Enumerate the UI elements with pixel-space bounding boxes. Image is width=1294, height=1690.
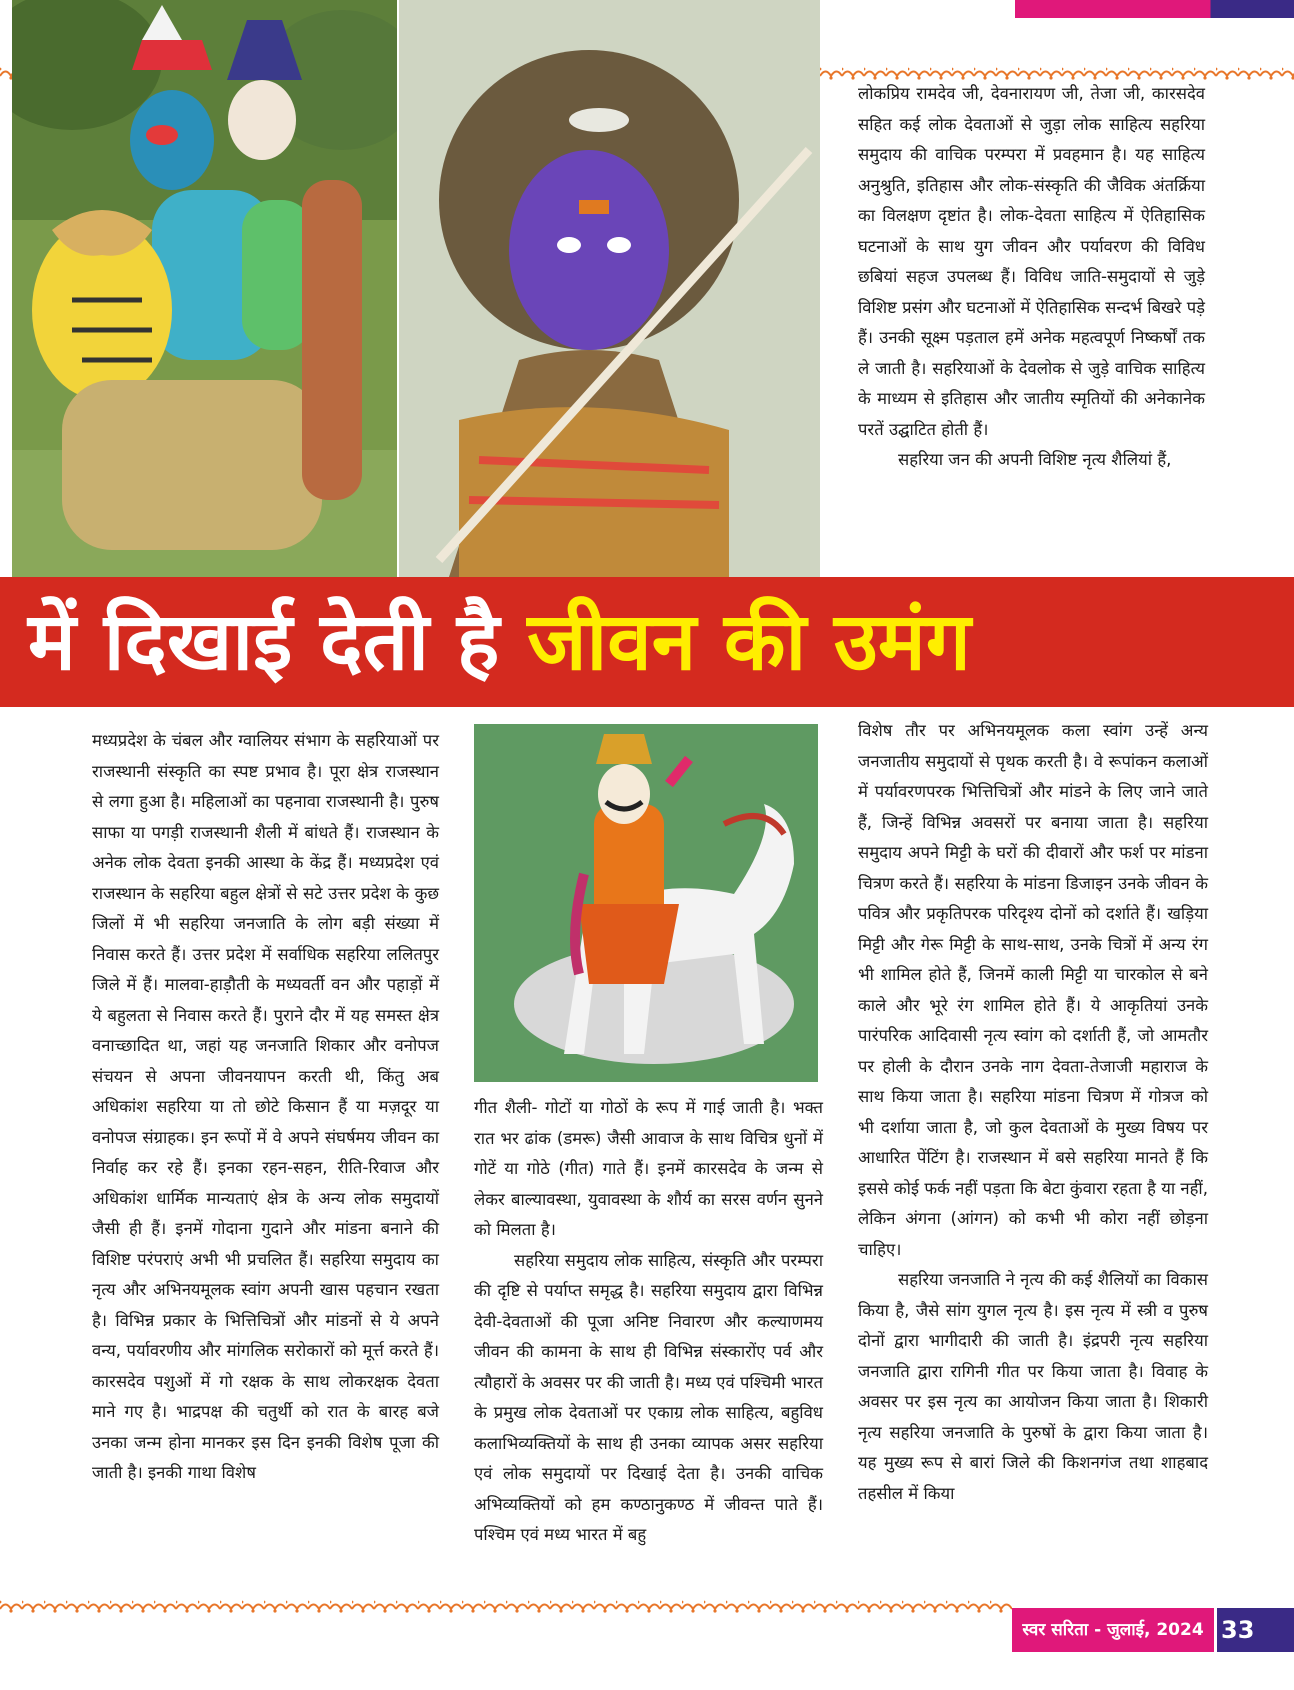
text-column-top-right xyxy=(858,79,1205,476)
text-column-right xyxy=(858,716,1208,1509)
paragraph: सहरिया जनजाति ने नृत्य की कई शैलियों का विकास किया है, जैसे सांग युगल नृत्य है। इस नृत्य में स्त्री व पुरुष दोनों द्वारा भागीदारी की जाती है। इंद्रपरी नृत्य सहरिया जनजाति द्वारा रागिनी गीत पर किया जाता है। विवाह के अवसर पर इस नृत्य का आयोजन किया जाता है। शिकारी नृत्य सहरिया जनजाति के पुरुषों के द्वारा किया जाता है। यह मुख्य रूप से बारां जिले की किशनगंज तथा शाहबाद तहसील में किया xyxy=(858,1270,1208,1503)
paragraph: गीत शैली- गोटों या गोठों के रूप में गाई जाती है। भक्त रात भर ढांक (डमरू) जैसी आवाज के साथ विचित्र धुनों में गोटें या गोठे (गीत) गाते हैं। इनमें कारसदेव के जन्म से लेकर बाल्यावस्था, युवावस्था के शौर्य का सरस वर्णन सुनने को मिलता है। xyxy=(474,1098,823,1239)
photo-purple-performer xyxy=(399,0,820,577)
page-number: 33 xyxy=(1217,1608,1294,1652)
text-column-left xyxy=(92,726,439,1489)
magazine-issue-label: स्वर सरिता - जुलाई, 2024 xyxy=(1012,1608,1214,1652)
ornamental-border-bottom xyxy=(0,1598,1012,1614)
paragraph: विशेष तौर पर अभिनयमूलक कला स्वांग उन्हें अन्य जनजातीय समुदायों से पृथक करती है। वे रूपांकन कलाओं में पर्यावरणपरक भित्तिचित्रों और मांडने के लिए जाने जाते हैं, जिन्हें विभिन्न अवसरों पर बनाया जाता है। सहरिया समुदाय अपने मिट्टी के घरों की दीवारों और फर्श पर मांडना चित्रण करते हैं। सहरिया के मांडना डिजाइन उनके जीवन के पवित्र और प्रकृतिपरक परिदृश्य दोनों को दर्शाते हैं। खड़िया मिट्टी और गेरू मिट्टी के साथ-साथ, उनके चित्रों में अन्य रंग भी शामिल होते हैं, जिनमें काली मिट्टी या चारकोल से बने काले और भूरे रंग शामिल होते हैं। ये आकृतियां उनके पारंपरिक आदिवासी नृत्य स्वांग को दर्शाती हैं, जो आमतौर पर होली के दौरान उनके नाग देवता-तेजाजी महाराज के साथ किया जाता है। सहरिया मांडना चित्रण में गोत्रज को भी दर्शाया जाता है, जो कुल देवताओं के मुख्य विषय पर आधारित पेंटिंग है। राजस्थान में बसे सहरिया मानते हैं कि इससे कोई फर्क नहीं पड़ता कि बेटा कुंवारा रहता है या नहीं, लेकिन अंगना (आंगन) को कभी भी कोरा नहीं छोड़ना चाहिए। xyxy=(858,721,1208,1259)
headline-part-yellow: जीवन की उमंग xyxy=(527,595,971,688)
photo-painted-dancers xyxy=(12,0,397,577)
text-column-middle xyxy=(474,1093,823,1551)
top-color-bar xyxy=(1015,0,1294,18)
headline-banner xyxy=(0,577,1294,707)
page-footer xyxy=(1012,1608,1294,1690)
paragraph: सहरिया समुदाय लोक साहित्य, संस्कृति और परम्परा की दृष्टि से पर्याप्त समृद्ध है। सहरिया समुदाय द्वारा विभिन्न देवी-देवताओं की पूजा अनिष्ट निवारण और कल्याणमय जीवन की कामना के साथ ही विभिन्न संस्कारोंए पर्व और त्यौहारों के अवसर पर की जाती है। मध्य एवं पश्चिमी भारत के प्रमुख लोक देवताओं पर एकाग्र लोक साहित्य, बहुविध कलाभिव्यक्तियों के साथ ही उनका व्यापक असर सहरिया एवं लोक समुदायों पर दिखाई देता है। उनकी वाचिक अभिव्यक्तियों को हम कण्ठानुकण्ठ में जीवन्त पाते हैं। पश्चिम एवं मध्य भारत में बहु xyxy=(474,1250,823,1544)
paragraph: मध्यप्रदेश के चंबल और ग्वालियर संभाग के सहरियाओं पर राजस्थानी संस्कृति का स्पष्ट प्रभाव है। पूरा क्षेत्र राजस्थान से लगा हुआ है। महिलाओं का पहनावा राजस्थानी है। पुरुष साफा या पगड़ी राजस्थानी शैली में बांधते हैं। राजस्थान के अनेक लोक देवता इनकी आस्था के केंद्र हैं। मध्यप्रदेश एवं राजस्थान के सहरिया बहुल क्षेत्रों से सटे उत्तर प्रदेश के कुछ जिलों में भी सहरिया जनजाति के लोग बड़ी संख्या में निवास करते हैं। उत्तर प्रदेश में सर्वाधिक सहरिया ललितपुर जिले में हैं। मालवा-हाड़ौती के मध्यवर्ती वन और पहाड़ों में ये बहुलता से निवास करते हैं। पुराने दौर में यह समस्त क्षेत्र वनाच्छादित था, जहां यह जनजाति शिकार और वनोपज संचयन से अपना जीवनयापन करती थी, किंतु अब अधिकांश सहरिया या तो छोटे किसान हैं या मज़दूर या वनोपज संग्राहक। इन रूपों में वे अपने संघर्षमय जीवन का निर्वाह कर रहे हैं। इनका रहन-सहन, रीति-रिवाज और अधिकांश धार्मिक मान्यताएं क्षेत्र के अन्य लोक समुदायों जैसी ही हैं। इनमें गोदाना गुदाने और मांडना बनाने की विशिष्ट परंपराएं अभी भी प्रचलित हैं। सहरिया समुदाय का नृत्य और अभिनयमूलक स्वांग अपनी खास पहचान रखता है। विभिन्न प्रकार के भित्तिचित्रों और मांडनों से ये अपने वन्य, पर्यावरणीय और मांगलिक सरोकारों को मूर्त्त करते हैं। कारसदेव पशुओं में गो रक्षक के साथ लोकरक्षक देवता माने गए है। भाद्रपक्ष की चतुर्थी को रात के बारह बजे उनका जन्म होना मानकर इस दिन इनकी विशेष पूजा की जाती है। इनकी गाथा विशेष xyxy=(92,731,439,1482)
photo-karasdev-statue xyxy=(474,724,818,1082)
paragraph: सहरिया जन की अपनी विशिष्ट नृत्य शैलियां हैं, xyxy=(898,450,1172,469)
headline xyxy=(28,577,971,707)
headline-part-white: में दिखाई देती है xyxy=(28,595,500,688)
paragraph: लोकप्रिय रामदेव जी, देवनारायण जी, तेजा जी, कारसदेव सहित कई लोक देवताओं से जुड़ा लोक साहित्य सहरिया समुदाय की वाचिक परम्परा में प्रवहमान है। यह साहित्य अनुश्रुति, इतिहास और लोक-संस्कृति की जैविक अंतर्क्रिया का विलक्षण दृष्टांत है। लोक-देवता साहित्य में ऐतिहासिक घटनाओं के साथ युग जीवन और पर्यावरण की विविध छबियां सहज उपलब्ध हैं। विविध जाति-समुदायों से जुड़े विशिष्ट प्रसंग और घटनाओं में ऐतिहासिक सन्दर्भ बिखरे पड़े हैं। उनकी सूक्ष्म पड़ताल हमें अनेक महत्वपूर्ण निष्कर्षों तक ले जाती है। सहरियाओं के देवलोक से जुड़े वाचिक साहित्य के माध्यम से इतिहास और जातीय स्मृतियों की अनेकानेक परतें उद्घाटित होती हैं। xyxy=(858,84,1205,439)
